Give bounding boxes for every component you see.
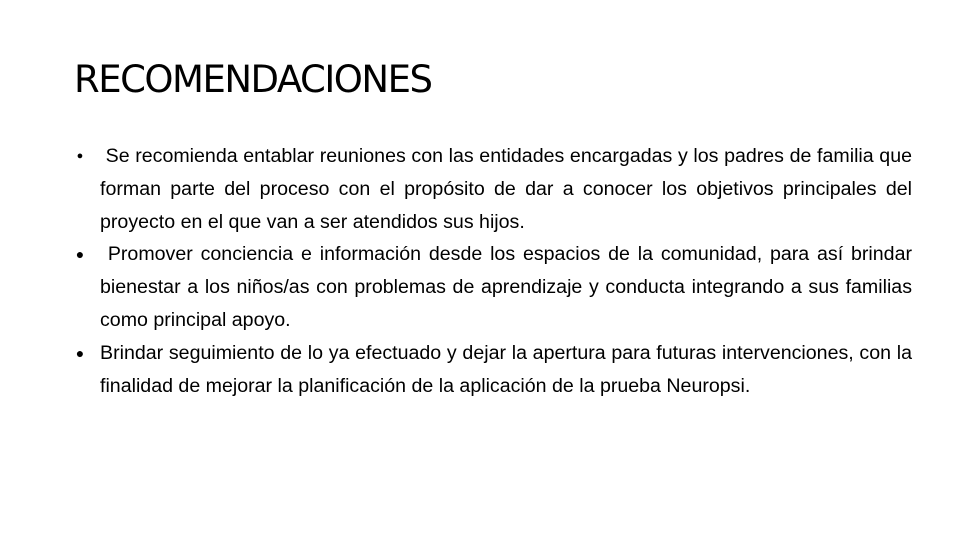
list-item (75, 337, 912, 403)
list-item-text: Brindar seguimiento de lo ya efectuado y dejar la apertura para futuras intervenciones, con la finalidad de mejorar la planificación de la aplicación de la prueba Neuropsi. (100, 341, 912, 397)
bullet-icon: ● (75, 246, 85, 263)
list-item (76, 140, 912, 238)
bullet-icon: ● (75, 344, 85, 361)
bullet-icon: ● (76, 150, 84, 162)
list-item-text: Se recomienda entablar reuniones con las entidades encargadas y los padres de familia que forman parte del proceso con el propósito de dar a conocer los objetivos principales del proyecto en el que van a ser atendidos sus hijos. (100, 145, 912, 233)
list-item (75, 238, 912, 336)
recommendations-list (75, 140, 912, 402)
list-item-text: Promover conciencia e información desde los espacios de la comunidad, para así brindar bienestar a los niños/as con problemas de aprendizaje y conducta integrando a sus familias como principal apoyo. (100, 243, 912, 331)
slide-title: RECOMENDACIONES (74, 58, 432, 101)
